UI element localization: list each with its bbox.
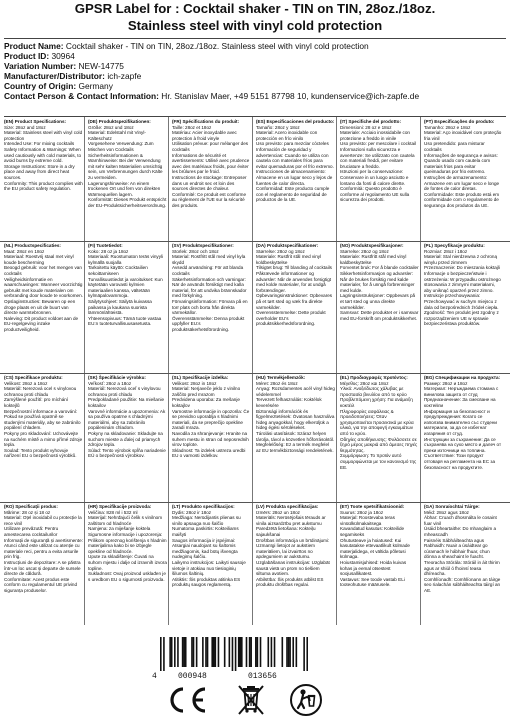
product-info-line	[4, 41, 506, 51]
spec-body: Maat: 28oz en 18oz Materiaal: Roestvrij staal met vinyl koude bescherming Beoogd gebruik: voor het mengen van cocktails Veiligheidsinformatie en waarschuwingen: Wanneer voorzichtig gebruikt met koude materialen om verbranding door koude te voorkomen. Opslaginstructies: Bewaren op een droge plaats en uit de buurt van directe warmtebronnen. Naleving: Dit product voldoet aan de EU-regelgeving inzake productveiligheid.	[4, 248, 83, 332]
column-separator	[420, 117, 421, 241]
row-separator	[0, 373, 510, 374]
product-info-label: Product ID:	[4, 51, 50, 62]
spec-cell	[338, 117, 420, 241]
column-separator	[168, 502, 169, 625]
barcode-digits	[152, 672, 322, 682]
spec-body: Storlek: 28oz och 18oz Material: Rostfritt stål med vinyl kyla skydd Avsedd användning: För att blanda cocktails Säkerhetsinformation och varningar: När de används försiktigt med kalla material, för att undvika brännskador med förkylning. Förvaringsinformation: Förvara på en torr plats och borta från direkta värmekällor. Överensstämmelse: Denna produkt uppfyller EU:s produktsäkerhetsförordning.	[172, 248, 248, 332]
barcode-bar	[211, 637, 213, 667]
barcode-bar	[215, 637, 217, 667]
barcode-bar	[174, 637, 176, 667]
barcode-bar	[246, 637, 248, 667]
spec-heading: (HR) Specifikacije proizvoda:	[88, 504, 152, 509]
product-info-line	[4, 81, 506, 91]
barcode-bar	[288, 637, 290, 667]
spec-body: Suurus: 28oz ja 18oz Materjal: Roostevaba teras vinüülkülmakaitsega Kavandatud kasutus: Kokteilide segamiseks Ohutusteave ja hoiatused: Kui kasutatakse ettevaatlikult külmade materjalidega, et vältida põletusi külmaga. Hoiustamisjuhised: Hoida kuivas kohas ja eemal otsestest soojusallikatest. Vastavus: See toode vastab ELi tooteohutuse määrusele.	[340, 509, 410, 588]
barcode-bar	[169, 637, 171, 667]
spec-cell	[86, 117, 168, 241]
spec-body: Rozmiar: 28oz i 18oz Materiał: Stal nierdzewna z ochroną winylu przed zimnem Przeznaczenie: Do mieszania koktajli Informacje o bezpieczeństwie i ostrzeżenia: W przypadku ostrożnego stosowania z zimnymi materiałami, aby uniknąć oparzeń przez zimno. Instrukcje przechowywania: Przechowywać w suchym miejscu z dala od bezpośrednich źródeł ciepła. Zgodność: Ten produkt jest zgodny z rozporządzeniem UE w sprawie bezpieczeństwa produktów.	[424, 248, 501, 327]
column-separator	[84, 117, 85, 241]
barcode-bar	[250, 637, 252, 667]
spec-heading: (DA) Produktspecifikationer:	[256, 243, 319, 248]
spec-heading: (SV) Produktspecifikationer:	[172, 243, 234, 248]
title-line-2: Stainless steel with vinyl cold protection	[127, 18, 383, 33]
spec-heading: (DE) Produktspezifikationen:	[88, 119, 151, 124]
barcode-bar	[207, 637, 209, 667]
weee-bin-icon	[236, 684, 266, 716]
spec-body: Dydis: 28oz ir 18oz Medžiaga: Nerūdijantis plienas su vinilo apsauga nuo šalčio Numatoma paskirtis: Kokteiliams maišyti Saugos informacija ir įspėjimai: Atsargiai naudojant su šaltomis medžiagomis, kad būtų išvengta nudegimų šalčiu. Laikymo instrukcijos: Laikyti sausoje vietoje ir atokiau nuo tiesioginių šilumos šaltinių. Atitiktis: Šis produktas atitinka ES produktų saugos reglamentą.	[172, 509, 246, 588]
spec-body: Velikost: 28oz a 18oz Materiál: Nerezová ocel s vinylovou ochranou proti chladu Zamýšlené použití: pro míchání koktejlů Bezpečnostní informace a varování: Pokud se používá opatrně se studenými materiály, aby se zabránilo popálení chladem. Pokyny pro skladování: Uchovávejte na suchém místě a mimo přímé zdroje tepla. Soulad: Tento produkt vyhovuje nařízení EU o bezpečnosti výrobků.	[4, 380, 83, 459]
spec-body: Velikost: 28oz in 18oz Material: Nerjaveče jeklo z vinilno zaščito pred mrazom Predvidena uporaba: Za mešanje koktajlov Varnostne informacije in opozorila: Če se previdno uporablja s hladnimi materiali, da se preprečijo opekline zaradi mraza. Navodila za shranjevanje: Hranite na suhem mestu in stran od neposrednih virov toplote. Skladnost: Ta izdelek ustreza uredbi EU o varnosti izdelkov.	[172, 380, 250, 459]
barcode-bar	[282, 637, 284, 667]
spec-cell	[2, 241, 84, 373]
product-info-value: Germany	[78, 81, 113, 92]
spec-cell	[170, 373, 252, 502]
column-separator	[84, 373, 85, 502]
barcode-bar	[160, 637, 162, 671]
column-separator	[420, 373, 421, 502]
barcode-bar	[255, 637, 257, 667]
barcode-bar	[271, 637, 273, 667]
product-info-label: Manufacturer/Distributor:	[4, 71, 105, 82]
spec-body: Tamaño: 28oz y 18oz Material: Acero inoxidable con protección en frío vinilo Uso previsto: para mezclar cócteles Información de seguridad y advertencias: Cuando se utiliza con cautela con materiales fríos para evitar quemaduras por el frío extremo. Instrucciones de almacenamiento: Almacene en un lugar seco y lejos de fuentes de calor directa. Conformidad: Este producto cumple con el reglamento de seguridad de productos de la UE.	[256, 124, 334, 203]
spec-heading: (ES) Especificaciones del producto:	[256, 119, 335, 124]
column-separator	[168, 117, 169, 241]
barcode-bar	[296, 637, 298, 667]
spec-heading: (FR) Spécifications du produit:	[172, 119, 240, 124]
spec-body: Koko: 28 oz ja 18oz Materiaali: Ruostumaton teräs vinyyli kylmällä suojalla Tarkoitettu käyttö: Cocktailien sekoittamiseen Turvallisuustiedot ja varoitukset: Kun käytetään varovasti kylmien materiaalien kanssa, vältetään kylmäpalovammoja. Säilytysohjeet: Säilytä kuivassa paikassa ja kaukana suorista lämmönlähteistä. Yhteensopivuus: Tämä tuote vastaa EU:n tuoteturvallisuusasetusta.	[88, 248, 164, 327]
spec-heading: (ET) Toote spetsifikatsioonid:	[340, 504, 405, 509]
column-separator	[168, 241, 169, 373]
spec-body: Veľkosť: 28oz a 18oz Materiál: Nerezová oceľ s vinylovou ochranou proti chladu Predpokladané použitie: Na miešanie koktailov Varovné informácie a upozornenia: Ak sa používa opatrne s chladnými materiálmi, aby sa zabránilo popáleninám chladom. Pokyny na skladovanie: Skladujte na suchom mieste a ďalej od priamych zdrojov tepla. Súlad: Tento výrobok spĺňa nariadenie EÚ o bezpečnosti výrobkov.	[88, 380, 166, 459]
barcode-bar	[292, 637, 294, 667]
spec-cell	[254, 373, 336, 502]
ean-barcode	[160, 637, 308, 671]
column-separator	[252, 373, 253, 502]
spec-heading: (EN) Product Specifications:	[4, 119, 67, 124]
barcode-bar	[232, 637, 234, 671]
spec-heading: (IT) Specifiche del prodotto:	[340, 119, 401, 124]
spec-cell	[254, 241, 336, 373]
spec-body: Size: 28oz and 18oz Material: Stainless steel with vinyl cold protection Intended Use: For mixing cocktails Safety Information & Warnings: When used cautiously with cold materials, to avoid burns by extreme cold. Storage Instructions: Store in a dry place and away from direct heat sources. Conformity: This product complies with the EU product safety regulation.	[4, 124, 83, 192]
spec-cell	[170, 241, 252, 373]
barcode-bar	[185, 637, 187, 667]
column-separator	[336, 241, 337, 373]
barcode-bar	[193, 637, 195, 667]
product-info-label: Variation Number:	[4, 61, 77, 72]
spec-heading: (EL) Προδιαγραφές προϊόντος:	[340, 375, 408, 380]
product-info	[4, 41, 506, 102]
spec-body: Méid: 28oz agus 18oz Ábhar: Cruach dhosmálta le cosaint fuar vinil Úsáid bheartaithe: Do mhanglaim a mheascadh Faisnéis Sábháilteachta agus Rabhaidh: Nuair a úsáidtear go cúramach le hábhair fhuar, chun dónna a sheachaint le fuacht. Treoracha Stórála: Stóráil in áit thirim agus ar shiúl ó fhoinsí teasa dhíreacha. Comhlíonadh: Comhlíonann an táirge seo rialachán sábháilteachta táirgí an AE.	[424, 509, 501, 593]
barcode-bar	[163, 637, 165, 671]
spec-body: Tamanho: 28oz e 18oz Material: Aço inoxidável com proteção fria vinil Uso pretendido: para misturar cocktails Informações de segurança e avisos: Quando usado com cautela com materiais frios para evitar queimaduras por frio extremo. Instruções de armazenamento: Armazene em um lugar seco e longe de fontes de calor diretas. Conformidade: Este produto está em conformidade com o regulamento de segurança dos produtos da UE.	[424, 124, 502, 208]
barcode-bar	[257, 637, 259, 667]
spec-cell	[254, 502, 336, 625]
spec-cell	[2, 502, 84, 625]
barcode-group-2: 013656	[248, 672, 277, 681]
product-info-value: NEW-14775	[78, 61, 124, 72]
specs-row	[0, 117, 510, 241]
product-info-value: Cocktail shaker - TIN on TIN, 28oz./18oz. Stainless steel with vinyl cold protection	[65, 41, 369, 51]
spec-heading: (NO) Produktspesifikasjoner:	[340, 243, 404, 248]
column-separator	[336, 502, 337, 625]
product-info-line	[4, 91, 506, 101]
barcode-lead-digit: 4	[152, 672, 157, 681]
barcode-bar	[224, 637, 226, 667]
barcode-bar	[235, 637, 237, 671]
spec-body: Mărime: 28 oz și 18 oz Material: Oțel inoxidabil cu protecție la rece vinil Utilizare prevăzută: Pentru amestecarea cocktailurilor Informații de siguranță și avertismente: Atunci când este utilizat cu atenție cu materiale reci, pentru a evita arsurile prin frig. Instrucțiuni de depozitare: A se păstra într-un loc uscat și departe de sursele directe de căldură. Conformitate: Acest produs este conform cu regulamentul UE privind siguranța produselor.	[4, 509, 83, 593]
product-info-label: Contact Person & Contact Information:	[4, 91, 159, 102]
spec-body: Veličina: 828 ml i 532 ml Materijal: Nehrđajući čelik s vinilnom zaštitom od hladnoće Namjena: za miješanje koktela Sigurnosne informacije i upozorenja: Prilikom opreznog korištenja s hladnim materijalima kako bi se izbjegle opekline od hladnoće. Upute za skladištenje: Čuvati na suhom mjestu i dalje od izravnih izvora topline. Sukladnost: Ovaj proizvod usklađen je s uredbom EU o sigurnosti proizvoda.	[88, 509, 167, 582]
barcode-bar	[260, 637, 262, 667]
title-line-1: GPSR Label for : Cocktail shaker - TIN on TIN, 28oz./18oz.	[74, 1, 436, 16]
product-info-value: ich-zapfe	[107, 71, 142, 82]
barcode-bar	[274, 637, 276, 667]
spec-heading: (NL) Productspecificaties:	[4, 243, 61, 248]
product-info-value: 30964	[51, 51, 75, 62]
spec-body: Dimensioni: 28 oz e 18oz Materiale: Acciaio inossidabile con protezione a freddo in vinile Uso previsto: per mescolare i cocktail Informazioni sulla sicurezza e avvertenze: Se utilizzato con cautela con materiali freddi, per evitare bruciature a freddo. Istruzioni per la conservazione: Conservare in un luogo asciutto e lontano da fonti di calore dirette. Conformità: Questo prodotto è conforme al regolamento UE sulla sicurezza dei prodotti.	[340, 124, 417, 203]
spec-heading: (HU) Termékjellemzők:	[256, 375, 306, 380]
column-separator	[420, 241, 421, 373]
column-separator	[420, 502, 421, 625]
spec-cell	[2, 373, 84, 502]
barcode-bar	[191, 637, 193, 667]
barcode-bar	[249, 637, 251, 667]
spec-cell	[338, 373, 420, 502]
barcode-bar	[183, 637, 185, 667]
barcode-bar	[182, 637, 184, 667]
product-info-label: Country of Origin:	[4, 81, 77, 92]
spec-cell	[254, 117, 336, 241]
spec-cell	[422, 502, 504, 625]
spec-heading: (BG) Спецификации на продукта:	[424, 375, 501, 380]
row-separator	[0, 502, 510, 503]
barcode-bar	[229, 637, 231, 667]
spec-cell	[170, 117, 252, 241]
spec-body: Størrelse: 28oz og 18oz Materiale: Rustfritt stål med vinyl kaldbeskyttelse Forventet bruk: For å blande cocktailer Sikkerhetsinformasjon og advarsler: Når de brukes forsiktig med kalde materialer, for å unngå forbrenninger med kulde. Lagringsinstruksjoner: Oppbevars på et tørt sted og unna direkte varmekilder. Samsvar: Dette produktet er i samsvar med EU-forskrift om produktsikkerhet.	[340, 248, 419, 321]
spec-cell	[170, 502, 252, 625]
barcode-bar	[213, 637, 215, 667]
barcode-group-1: 000948	[178, 672, 207, 681]
product-info-line	[4, 61, 506, 71]
spec-body: Méret: 28oz és 18oz Anyag: Rozsdamentes acél vinyl hideg védelemmel Tervezett felhasználás: Koktélok keverésére Biztonsági információk és figyelmeztetések: Óvatosan használva hideg anyagokkal, hogy elkerüljük a hideg égési sérüléseket. Tárolási utasítások: Száraz helyen tárolja, távol a közvetlen hőforrásoktól. Megfelelőség: Ez a termék megfelel az EU termékbiztonsági rendeletének.	[256, 380, 335, 453]
spec-cell	[86, 241, 168, 373]
spec-cell	[86, 373, 168, 502]
spec-body: Izmērs: 28oz un 18oz Materiāls: Nerūsējošais tērauds ar vinila aizsardzību pret aukstumu Paredzētā lietošana: Kokteiļu sajaukšanai Drošības informācija un brīdinājumi: Uzmanīgi lietojot ar aukstiem materiāliem, lai izvairītos no apdegumiem ar aukstumu. Uzglabāšanas instrukcijas: Uzglabāt sausā vietā un prom no tiešiem siltuma avotiem. Atbilstība: Šis produkts atbilst ES produktu drošības regulai.	[256, 509, 330, 588]
spec-heading: (LT) Produkto specifikacijos:	[172, 504, 235, 509]
barcode-bar	[196, 637, 198, 667]
barcode-bar	[177, 637, 179, 667]
barcode-bar	[289, 637, 291, 667]
spec-heading: (RO) Specificații produs:	[4, 504, 58, 509]
spec-heading: (PT) Especificações do produto:	[424, 119, 495, 124]
spec-body: Μέγεθος: 28oz και 18oz Υλικό: Ανοξείδωτος χάλυβας με προστασία βινυλίου από το κρύο Προβλεπόμενη χρήση: Για ανάμειξη κοκτέιλ Πληροφορίες ασφάλειας & προειδοποιήσεις: Όταν χρησιμοποιείται προσεκτικά με κρύα υλικά, για την αποφυγή εγκαυμάτων από το κρύο. Οδηγίες αποθήκευσης: Φυλάσσετε σε ξηρό μέρος μακριά από άμεσες πηγές θερμότητας. Συμμόρφωση: Το προϊόν αυτό συμμορφώνεται με τον κανονισμό της ΕΕ.	[340, 380, 418, 470]
spec-cell	[86, 502, 168, 625]
column-separator	[84, 241, 85, 373]
recycle-tidyman-icon	[290, 684, 322, 716]
ce-mark	[164, 686, 208, 714]
barcode-bar	[306, 637, 308, 671]
product-info-line	[4, 71, 506, 81]
barcode-bar	[218, 637, 220, 667]
spec-cell	[422, 241, 504, 373]
column-separator	[252, 502, 253, 625]
spec-heading: (CS) Specifikace produktu:	[4, 375, 63, 380]
label-title	[0, 0, 510, 36]
spec-heading: (LV) Produkta specifikācijas:	[256, 504, 319, 509]
spec-body: Размер: 28oz и 18oz Материал: Неръждаема стомана с винилова защита от студ Предназначение: За смесване на коктейли Информация за безопасност и предупреждения: Когато се използва внимателно със студени материали, за да се избегнат изгаряния от студ. Инструкции за съхранение: Да се съхранява на сухо място и далеч от преки източници на топлина. Съответствие: Този продукт отговаря на регламента на ЕС за безопасност на продуктите.	[424, 380, 502, 470]
product-info-value: Hr. Stanislav Maer, +49 5151 87798 10, kundenservice@ich-zapfe.de	[161, 91, 420, 102]
spec-cell	[422, 373, 504, 502]
top-divider	[4, 38, 506, 39]
row-separator	[0, 241, 510, 242]
spec-cell	[2, 117, 84, 241]
spec-heading: (GA) Sonraíochtaí Táirge:	[424, 504, 480, 509]
barcode-bar	[238, 637, 240, 667]
spec-body: Größe: 28oz und 18oz Material: Edelstahl mit Vinyl-Kälteschutz Vorgesehene Verwendung: Zum Mischen von Cocktails Sicherheitsinformationen & Warnhinweise: Bei der Verwendung mit sehr kalten Materialien umsichtig sein, um Verbrennungen durch Kälte zu vermeiden. Lagerungshinweise: An einem trockenen Ort und fern von direkten Wärmequellen lagern. Konformität: Dieses Produkt entspricht der EU-Produktsicherheitsverordnung.	[88, 124, 167, 208]
barcode-bar	[205, 637, 207, 667]
barcode-bar	[303, 637, 305, 671]
barcode-bar	[239, 637, 241, 667]
product-info-line	[4, 51, 506, 61]
barcode-bar	[286, 637, 288, 667]
specs-row	[0, 373, 510, 502]
spec-heading: (PL) Specyfikacje produktu:	[424, 243, 485, 248]
column-separator	[168, 373, 169, 502]
product-info-label: Product Name:	[4, 41, 64, 51]
spec-body: Størrelse: 28oz og 18oz Materiale: Rustfrit stål med vinyl koldbeskyttelse Tilsigtet brug: Til blanding af cocktails Påkrævede informationer og advarsler: Når de anvendes forsigtigt med kolde materialer, for at undgå forbrændinger. Opbevaringsinstruktioner: Opbevares på et tørt sted og væk fra direkte varmekilder. Overensstemmelse: Dette produkt overholder EU's produktsikkerhedsforordning.	[256, 248, 333, 327]
specs-row	[0, 241, 510, 373]
column-separator	[336, 117, 337, 241]
barcode-bar	[267, 637, 269, 667]
spec-body: Taille: 28oz et 18oz Matériau: Acier inoxydable avec protection à froid vinyle Utilisation prévue: pour mélanger des cocktails Informations de sécurité et avertissements: Utilisé avec prudence avec des matériaux froids, pour éviter les brûlures par le froid. Instructions de stockage: Entreposer dans un endroit sec et loin des sources directes de chaleur. Conformité: Ce produit est conforme au règlement de l'UE sur la sécurité des produits.	[172, 124, 250, 208]
barcode-bar	[241, 637, 243, 667]
spec-cell	[338, 502, 420, 625]
column-separator	[336, 373, 337, 502]
specs-row	[0, 502, 510, 625]
spec-cell	[422, 117, 504, 241]
spec-heading: (SL) Specifikacije izdelka:	[172, 375, 229, 380]
spec-heading: (SK) Špecifikácie výrobku:	[88, 375, 146, 380]
column-separator	[252, 241, 253, 373]
spec-heading: (FI) Tuotetiedot:	[88, 243, 123, 248]
barcode-bar	[202, 637, 204, 667]
barcode-bar	[171, 637, 173, 667]
column-separator	[252, 117, 253, 241]
column-separator	[84, 502, 85, 625]
spec-cell	[338, 241, 420, 373]
